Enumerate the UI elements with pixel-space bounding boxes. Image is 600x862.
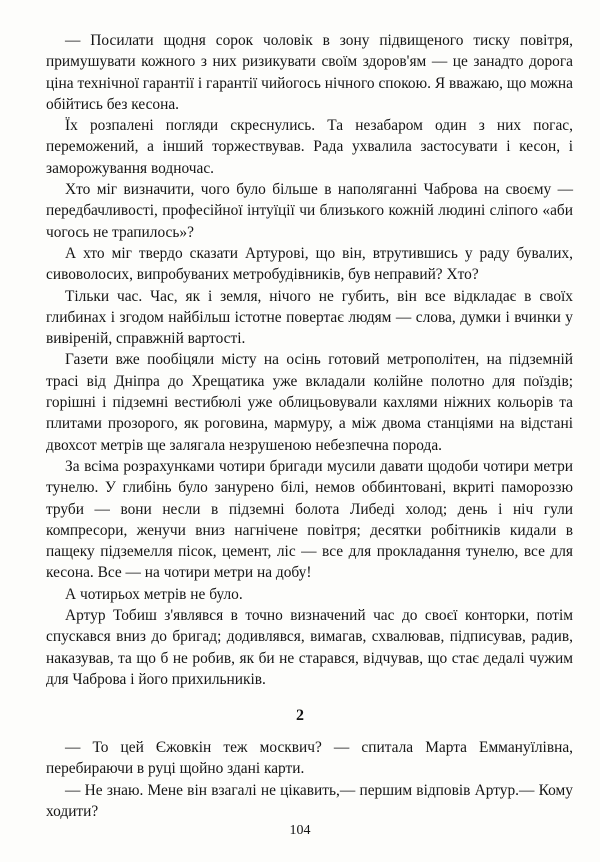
paragraph: Тільки час. Час, як і земля, нічого не губить, він все відкладає в своїх глибинах і згодом найбільш істотне повертає людям — слова, думки і вчинки у вивіреній, справжній вартості.	[46, 287, 573, 348]
page-number: 104	[289, 823, 311, 838]
paragraph: Їх розпалені погляди скреснулись. Та незабаром один з них погас, переможений, а інший торжествував. Рада ухвалила застосувати і кесон, і заморожування водночас.	[46, 117, 573, 177]
dialogue-line: — Не знаю. Мене він взагалі не цікавить,— першим відповів Артур.— Кому ходити?	[46, 781, 573, 820]
paragraph: Хто міг визначити, чого було більше в наполяганні Чаброва на своєму — передбачливості, професійної інтуїції чи близького кожній людині сліпого «аби чогось не трапилось»?	[46, 181, 573, 241]
paragraph: Артур Тобиш з'являвся в точно визначений час до своєї конторки, потім спускався вниз до бригад; додивлявся, вимагав, схвалював, підписував, радив, наказував, та що б не робив, як би не старався, відчував, що стає дедалі чужим для Чаброва і його прихильників.	[46, 607, 573, 688]
dialogue-line: — То цей Єжовкін теж москвич? — спитала Марта Еммануїлівна, перебираючи в руці щойно здані карти.	[46, 739, 573, 778]
paragraph: За всіма розрахунками чотири бригади мусили давати щодоби чотири метри тунелю. У глибінь було занурено білі, немов оббинтовані, вкриті памороззю труби — вони несли в підземні болота Либеді холод; день і ніч гули компресори, женучи вниз нагнічене повітря; десятки робітників кидали в пащеку підземелля пісок, цемент, ліс — все для прокладання тунелю, все для кесона. Все — на чотири метри на добу!	[46, 457, 573, 582]
paragraph: — Посилати щодня сорок чоловік в зону підвищеного тиску повітря, примушувати кожного з них ризикувати своїм здоров'ям — це занадто дорога ціна технічної гарантії і гарантії чийогось нічного спокою. Я вважаю, що можна обійтись без кесона.	[46, 32, 573, 113]
section-number: 2	[296, 707, 304, 724]
body-text	[46, 30, 573, 690]
dialogue-text	[46, 737, 573, 822]
paragraph: А чотирьох метрів не було.	[65, 585, 243, 603]
paragraph: А хто міг твердо сказати Артурові, що він, втрутившись у раду бувалих, сивоволосих, випробуваних метробудівників, був неправий? Хто?	[46, 244, 573, 284]
paragraph: Газети вже пообіцяли місту на осінь готовий метрополітен, на підземній трасі від Дніпра до Хрещатика уже вкладали колійне полотно для поїздів; горішні і підземні вестибюлі уже облицьовували кахлями ніжних кольорів та плитами прозорого, як роговина, мармуру, а між двома станціями на відстані двохсот метрів ще залягала незрушеною небезпечна порода.	[46, 351, 573, 454]
